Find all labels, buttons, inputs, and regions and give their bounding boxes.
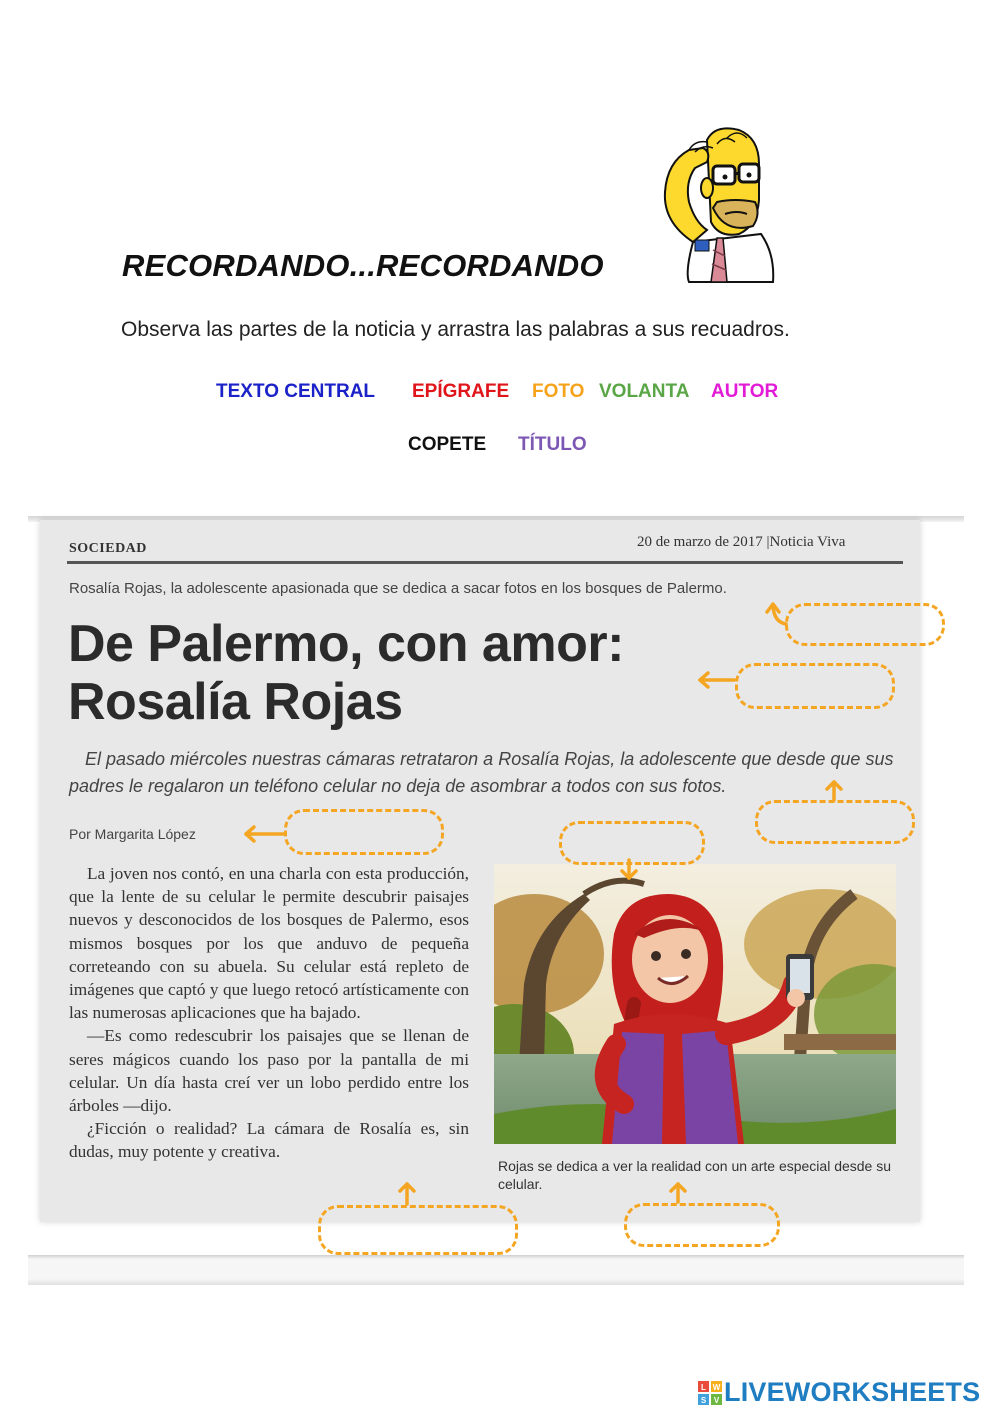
logo-letter-s: S [700, 1395, 707, 1405]
dropzone-texto-central[interactable] [318, 1205, 518, 1255]
word-volanta[interactable]: VOLANTA [599, 381, 690, 402]
thinking-character-image [655, 122, 780, 284]
article-copete [69, 746, 899, 800]
header-rule [67, 561, 903, 564]
word-titulo[interactable]: TÍTULO [518, 434, 587, 455]
article-body [69, 862, 469, 1164]
dropzone-copete[interactable] [755, 800, 915, 844]
dropzone-volanta[interactable] [785, 603, 945, 646]
paper-bottom-edge [28, 1255, 964, 1285]
liveworksheets-brand [698, 1377, 980, 1408]
dropzone-autor[interactable] [284, 809, 444, 855]
body-paragraph-2: —Es como redescubrir los paisajes que se llenan de seres mágicos cuando los paso por la pantalla de mi celular. Un día hasta creí ver un lobo perdido entre los árboles —dijo. [69, 1026, 469, 1116]
newspaper-section: SOCIEDAD [69, 541, 147, 556]
newspaper-dateline: 20 de marzo de 2017 |Noticia Viva [637, 534, 846, 550]
arrow-up-left-icon [764, 600, 790, 628]
dropzone-titulo[interactable] [735, 663, 895, 709]
worksheet-title: RECORDANDO...RECORDANDO [122, 248, 604, 283]
arrow-left-icon [242, 824, 286, 844]
word-epigrafe[interactable]: EPÍGRAFE [412, 381, 510, 402]
logo-letter-l: L [701, 1382, 706, 1392]
arrow-up-icon [395, 1180, 419, 1206]
liveworksheets-logo-icon [698, 1381, 722, 1405]
arrow-left-icon [696, 670, 736, 690]
word-foto[interactable]: FOTO [532, 381, 585, 402]
arrow-up-icon [822, 778, 846, 802]
copete-text: El pasado miércoles nuestras cámaras retrataron a Rosalía Rojas, la adolescente que desde que sus padres le regalaron un teléfono celular no deja de asombrar a todos con sus fotos. [69, 749, 894, 796]
logo-letter-v: V [713, 1395, 720, 1405]
word-texto-central[interactable]: TEXTO CENTRAL [216, 381, 376, 402]
word-autor[interactable]: AUTOR [711, 381, 779, 402]
dropzone-epigrafe[interactable] [624, 1203, 780, 1247]
article-author: Por Margarita López [69, 826, 196, 842]
headline-line-1: De Palermo, con amor: [68, 615, 624, 673]
arrow-down-icon [617, 858, 641, 882]
article-headline [68, 615, 624, 731]
body-paragraph-1: La joven nos contó, en una charla con esta producción, que la lente de su celular le permite descubrir paisajes nuevos y desconocidos de los bosques de Palermo, esos mismos bosques por los que anduvo de pequeña correteando con su abuela. Su celular está repleto de imágenes que captó y que luego retocó artísticamente con las numerosas aplicaciones que ha bajado. [69, 864, 469, 1023]
word-copete[interactable]: COPETE [408, 434, 487, 455]
logo-letter-w: W [712, 1382, 721, 1392]
article-caption: Rojas se dedica a ver la realidad con un arte especial desde su celular. [498, 1158, 892, 1192]
arrow-up-icon [666, 1180, 690, 1204]
article-photo [494, 864, 896, 1144]
liveworksheets-wordmark: LIVEWORKSHEETS [724, 1377, 981, 1407]
headline-line-2: Rosalía Rojas [68, 673, 403, 731]
body-paragraph-3: ¿Ficción o realidad? La cámara de Rosalía es, sin dudas, muy potente y creativa. [69, 1119, 469, 1162]
article-volanta: Rosalía Rojas, la adolescente apasionada que se dedica a sacar fotos en los bosques de Palermo. [69, 580, 727, 597]
instructions-text: Observa las partes de la noticia y arrastra las palabras a sus recuadros. [121, 318, 790, 341]
